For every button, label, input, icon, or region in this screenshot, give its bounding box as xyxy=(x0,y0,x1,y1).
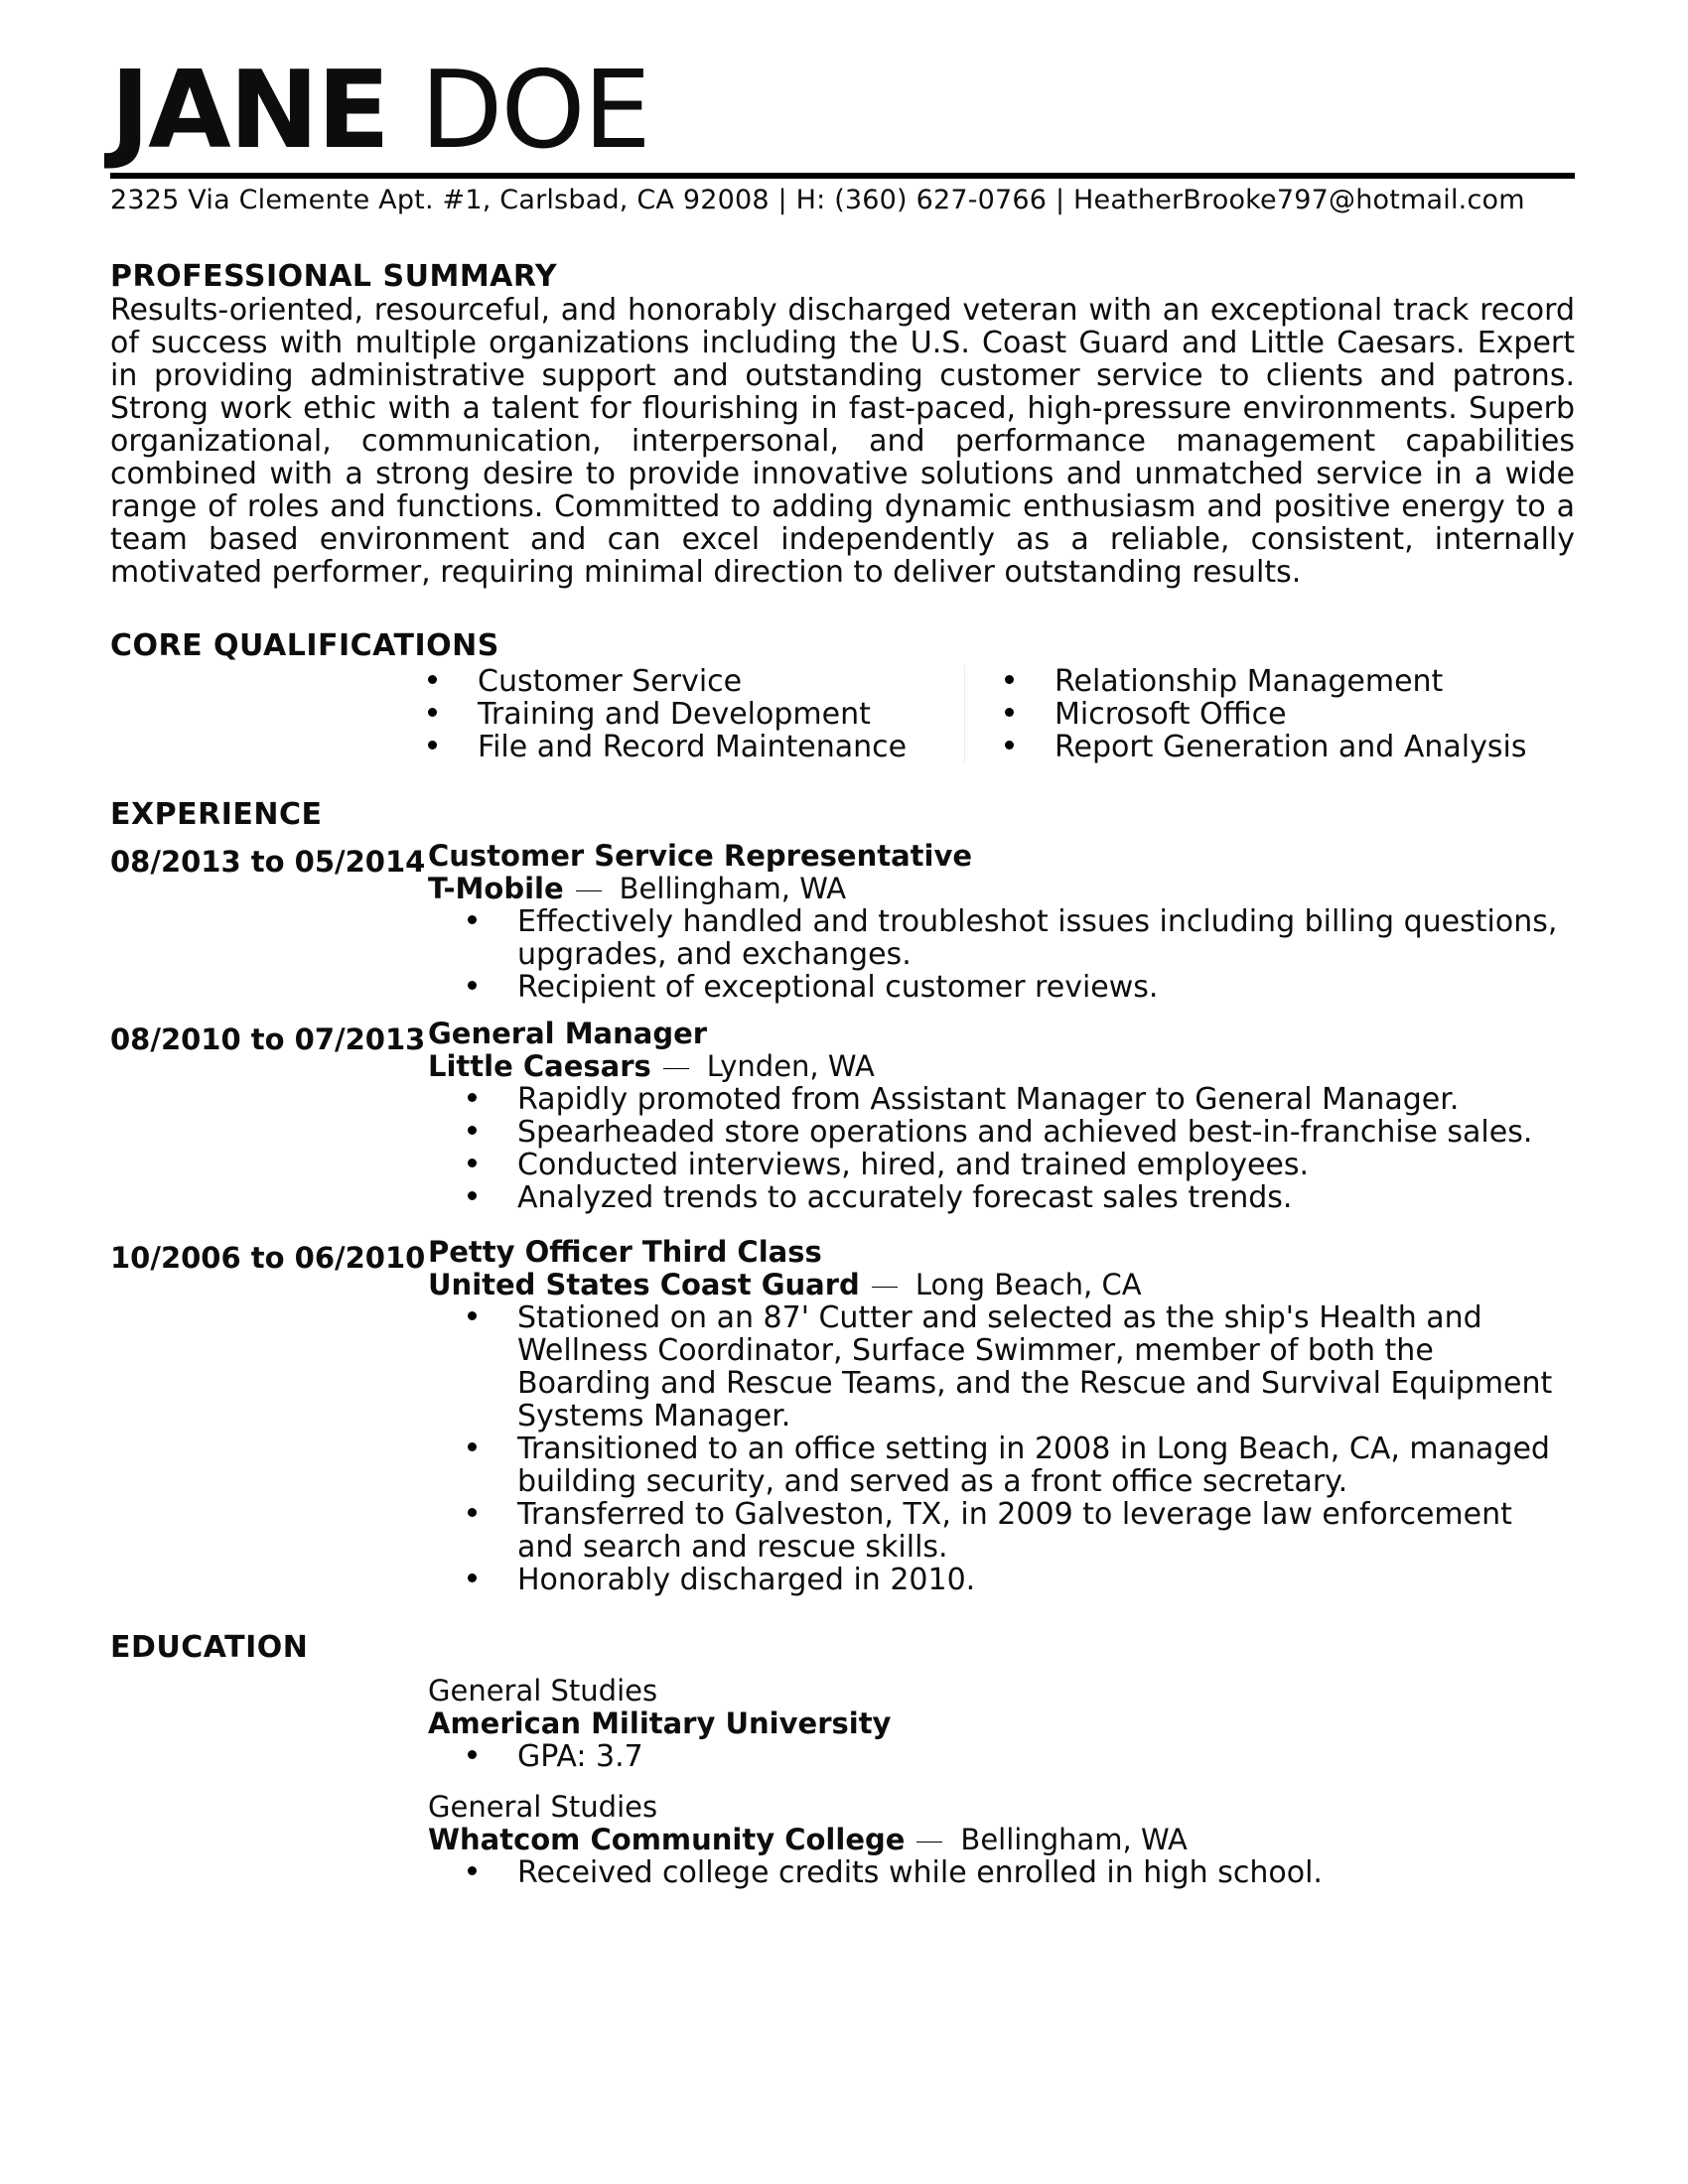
education-entry xyxy=(428,1791,1575,1889)
job-bullets xyxy=(428,1301,1575,1596)
summary-text: Results-oriented, resourceful, and honorably discharged veteran with an exceptional track record of success with multiple organizations including the U.S. Coast Guard and Little Caesars. Expert in providing administrative support and outstanding customer service to clients and patrons. Strong work ethic with a talent for flourishing in fast-paced, high-pressure environments. Superb organizational, communication, interpersonal, and performance management capabilities combined with a strong desire to provide innovative solutions and unmatched service in a wide range of roles and functions. Committed to adding dynamic enthusiasm and positive energy to a team based environment and can excel independently as a reliable, consistent, internally motivated performer, requiring minimal direction to deliver outstanding results. xyxy=(110,293,1575,590)
job-bullet: Effectively handled and troubleshot issues including billing questions, upgrades, and exchanges. xyxy=(468,905,1575,971)
job-bullet: Analyzed trends to accurately forecast sales trends. xyxy=(468,1181,1575,1214)
job-bullet: Recipient of exceptional customer reviews. xyxy=(468,971,1575,1004)
dash-separator xyxy=(916,1842,942,1843)
resume-page xyxy=(110,49,1575,1890)
contact-line: 2325 Via Clemente Apt. #1, Carlsbad, CA 92008 | H: (360) 627-0766 | HeatherBrooke797@hotmail.com xyxy=(110,185,1525,215)
school-location: Bellingham, WA xyxy=(960,1823,1188,1856)
job-dates: 08/2010 to 07/2013 xyxy=(110,1023,426,1056)
job-entry xyxy=(110,1018,1575,1214)
job-organization xyxy=(428,873,1575,905)
experience-heading: EXPERIENCE xyxy=(110,797,323,832)
qualifications-column-2 xyxy=(965,665,1526,763)
job-bullets xyxy=(428,905,1575,1004)
job-bullet: Honorably discharged in 2010. xyxy=(468,1564,1575,1596)
job-bullet: Transferred to Galveston, TX, in 2009 to leverage law enforcement and search and rescue skills. xyxy=(468,1498,1575,1564)
qualifications-list xyxy=(428,665,1575,763)
company-name: T-Mobile xyxy=(428,872,564,905)
school-name: American Military University xyxy=(428,1706,892,1740)
job-bullet: Transitioned to an office setting in 2008 in Long Beach, CA, managed building security, and served as a front office secretary. xyxy=(468,1433,1575,1498)
education-bullets xyxy=(428,1856,1575,1889)
dash-separator xyxy=(576,890,602,891)
header-divider xyxy=(110,173,1575,179)
education-heading: EDUCATION xyxy=(110,1630,309,1665)
school xyxy=(428,1824,1575,1856)
job-organization xyxy=(428,1269,1575,1301)
job-entry xyxy=(110,840,1575,1004)
job-location: Long Beach, CA xyxy=(914,1268,1142,1301)
dash-separator xyxy=(663,1068,689,1069)
qualifications-column-1 xyxy=(428,665,965,763)
degree: General Studies xyxy=(428,1674,658,1707)
summary-heading: PROFESSIONAL SUMMARY xyxy=(110,259,558,294)
qualification-item: Relationship Management xyxy=(1005,665,1526,698)
job-bullet: Rapidly promoted from Assistant Manager to General Manager. xyxy=(468,1083,1575,1116)
job-bullet: Stationed on an 87' Cutter and selected as the ship's Health and Wellness Coordinator, Surface Swimmer, member of both the Boarding and Rescue Teams, and the Rescue and Survival Equipment Systems Manager. xyxy=(468,1301,1575,1433)
dash-separator xyxy=(872,1287,898,1288)
education-bullets xyxy=(428,1740,1575,1773)
qualification-item: Microsoft Office xyxy=(1005,698,1526,731)
school xyxy=(428,1707,1575,1740)
job-dates: 10/2006 to 06/2010 xyxy=(110,1241,426,1275)
job-location: Bellingham, WA xyxy=(619,872,847,905)
qualification-item: File and Record Maintenance xyxy=(428,731,964,763)
school-name: Whatcom Community College xyxy=(428,1823,906,1856)
company-name: United States Coast Guard xyxy=(428,1268,860,1301)
job-entry xyxy=(110,1236,1575,1596)
education-list xyxy=(428,1675,1575,1889)
job-title: Customer Service Representative xyxy=(428,839,973,873)
job-bullet: Spearheaded store operations and achieved best-in-franchise sales. xyxy=(468,1116,1575,1149)
qualification-item: Report Generation and Analysis xyxy=(1005,731,1526,763)
job-organization xyxy=(428,1050,1575,1083)
education-entry xyxy=(428,1675,1575,1773)
job-title: Petty Officer Third Class xyxy=(428,1235,822,1269)
candidate-name xyxy=(110,49,1575,173)
qualification-item: Training and Development xyxy=(428,698,964,731)
qualification-item: Customer Service xyxy=(428,665,964,698)
job-location: Lynden, WA xyxy=(706,1049,875,1083)
qualifications-heading: CORE QUALIFICATIONS xyxy=(110,628,499,663)
last-name: DOE xyxy=(420,49,649,173)
education-bullet: GPA: 3.7 xyxy=(468,1740,1575,1773)
first-name: JANE xyxy=(110,49,388,173)
education-bullet: Received college credits while enrolled in high school. xyxy=(468,1856,1575,1889)
degree: General Studies xyxy=(428,1790,658,1824)
company-name: Little Caesars xyxy=(428,1049,651,1083)
job-title: General Manager xyxy=(428,1017,708,1050)
job-bullet: Conducted interviews, hired, and trained employees. xyxy=(468,1149,1575,1181)
job-bullets xyxy=(428,1083,1575,1214)
job-dates: 08/2013 to 05/2014 xyxy=(110,845,426,879)
